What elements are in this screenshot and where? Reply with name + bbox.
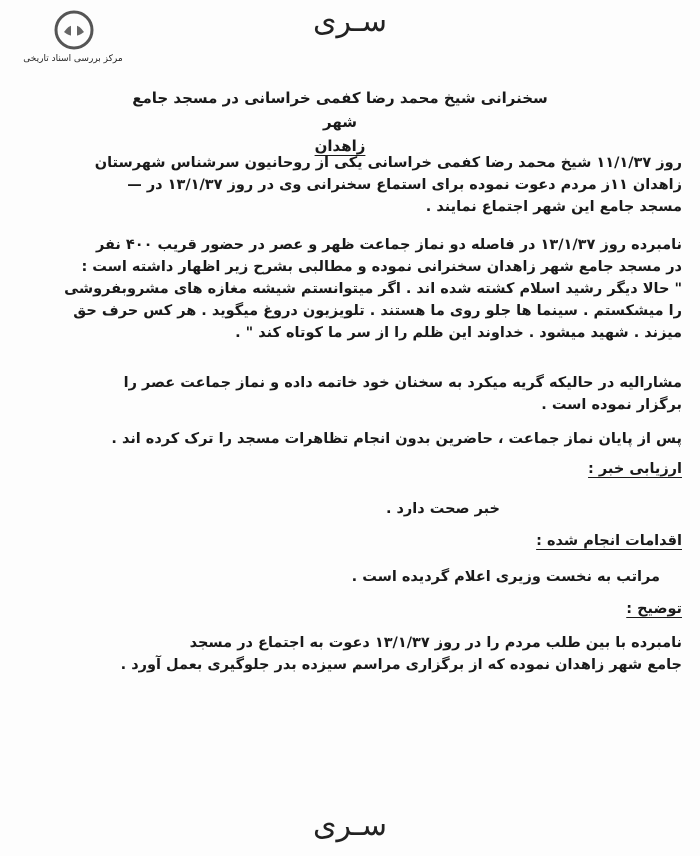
text-line: پس از پایان نماز جماعت ، حاضرین بدون انجام تظاهرات مسجد را ترک کرده اند .	[111, 431, 682, 447]
paragraph-3	[20, 372, 682, 416]
actions-section	[20, 530, 682, 552]
notes-section	[20, 598, 682, 620]
title-line-1: سخنرانی شیخ محمد رضا کفمی خراسانی در مسجد جامع شهر	[132, 89, 548, 131]
text-line: مشارالیه در حالیکه گریه میکرد به سخنان خود خاتمه داده و نماز جماعت عصر را	[123, 375, 682, 391]
notes-label: توضیح :	[626, 601, 682, 617]
assessment-value	[20, 498, 500, 520]
assessment-label: ارزیابی خبر :	[588, 461, 682, 477]
text-line: جامع شهر زاهدان نموده که از برگزاری مراسم سیزده بدر جلوگیری بعمل آورد .	[120, 657, 682, 673]
classification-header: سـری	[313, 4, 387, 39]
paragraph-4	[20, 428, 682, 450]
text-line: زاهدان ۱۱ز مردم دعوت نموده برای استماع سخنرانی وی در روز ۱۳/۱/۳۷ در —	[127, 177, 682, 193]
text-line: خبر صحت دارد .	[385, 501, 500, 517]
text-line: در مسجد جامع شهر زاهدان سخنرانی نموده و مطالبی بشرح زیر اظهار داشته است :	[81, 259, 682, 275]
text-line: نامبرده روز ۱۳/۱/۳۷ در فاصله دو نماز جماعت ظهر و عصر در حضور قریب ۴۰۰ نفر	[95, 237, 682, 253]
paragraph-2	[20, 234, 682, 344]
notes-paragraph	[20, 632, 682, 676]
text-line: " حالا دیگر رشید اسلام کشته شده اند . اگر میتوانستم شیشه مغازه های مشروبفروشی	[64, 281, 682, 297]
text-line: نامبرده با بین طلب مردم را در روز ۱۳/۱/۳۷ دعوت به اجتماع در مسجد	[189, 635, 682, 651]
document-title	[130, 86, 550, 158]
text-line: میزند . شهید میشود . خداوند این ظلم را از سر ما کوتاه کند " .	[235, 325, 682, 341]
title-line-2: زاهدان	[314, 137, 366, 155]
text-line: مراتب به نخست وزیری اعلام گردیده است .	[351, 569, 660, 585]
assessment-section	[20, 458, 682, 480]
text-line: مسجد جامع این شهر اجتماع نمایند .	[425, 199, 682, 215]
text-line: برگزار نموده است .	[541, 397, 682, 413]
classification-footer: سـری	[313, 808, 387, 843]
actions-label: اقدامات انجام شده :	[536, 533, 682, 549]
paragraph-1	[20, 152, 682, 218]
logo-caption: مرکز بررسی اسناد تاریخی	[23, 54, 123, 64]
text-line: را میشکستم . سینما ها جلو روی ما هستند . تلویزیون دروغ میگوید . هر کس حرف حق	[73, 303, 682, 319]
text-line: روز ۱۱/۱/۳۷ شیخ محمد رضا کفمی خراسانی یکی از روحانیون سرشناس شهرستان	[94, 155, 682, 171]
actions-value	[20, 566, 660, 588]
